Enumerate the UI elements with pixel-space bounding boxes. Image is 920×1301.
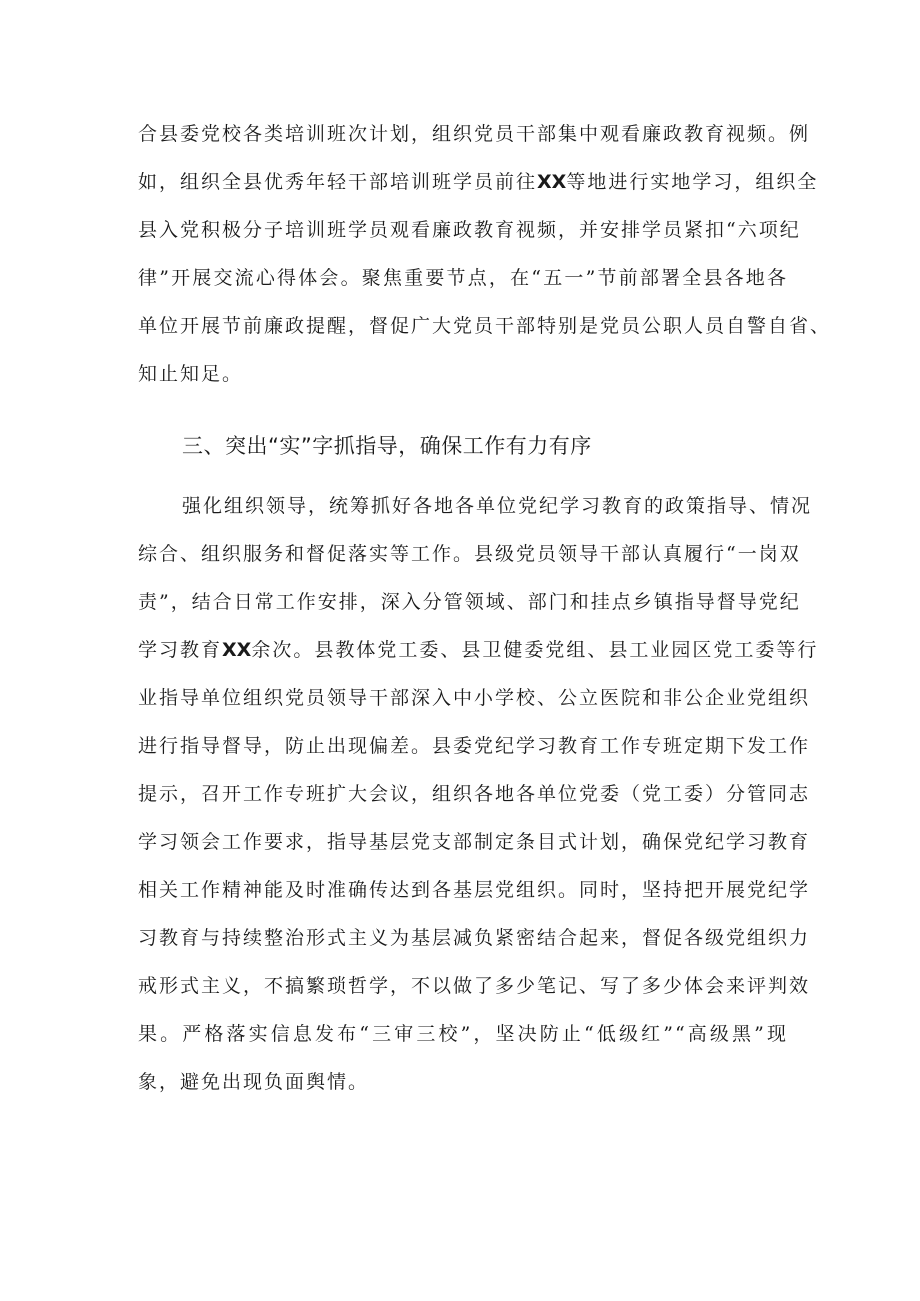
paragraph-line: 如，组织全县优秀年轻干部培训班学员前往XX等地进行实地学习，组织全 <box>138 171 819 193</box>
paragraph-line: 强化组织领导，统筹抓好各地各单位党纪学习教育的政策指导、情况 <box>182 495 813 517</box>
paragraph-line: 提示，召开工作专班扩大会议，组织各地各单位党委（党工委）分管同志 <box>138 783 811 805</box>
paragraph-line: 综合、组织服务和督促落实等工作。县级党员领导干部认真履行“一岗双 <box>138 543 801 565</box>
paragraph-line: 责”，结合日常工作安排，深入分管领域、部门和挂点乡镇指导督导党纪 <box>138 591 801 613</box>
paragraph-line: 业指导单位组织党员领导干部深入中小学校、公立医院和非公企业党组织 <box>138 687 811 709</box>
paragraph-line: 果。严格落实信息发布“三审三校”，坚决防止“低级红”“高级黑”现 <box>138 1023 788 1045</box>
paragraph-line: 相关工作精神能及时准确传达到各基层党组织。同时，坚持把开展党纪学 <box>138 879 811 901</box>
paragraph-line: 律”开展交流心得体会。聚焦重要节点，在“五一”节前部署全县各地各 <box>138 267 788 289</box>
paragraph-continuation <box>138 110 832 398</box>
paragraph-line: 象，避免出现负面舆情。 <box>138 1071 370 1093</box>
section-heading: 三、突出“实”字抓指导，确保工作有力有序 <box>182 434 592 458</box>
paragraph-line: 单位开展节前廉政提醒，督促广大党员干部特别是党员公职人员自警自省、 <box>138 315 832 337</box>
placeholder-xx: XX <box>222 639 252 661</box>
paragraph-main <box>138 482 819 1106</box>
paragraph-line: 学习领会工作要求，指导基层党支部制定条目式计划，确保党纪学习教育 <box>138 831 811 853</box>
paragraph-line: 进行指导督导，防止出现偏差。县委党纪学习教育工作专班定期下发工作 <box>138 735 811 757</box>
paragraph-line: 戒形式主义，不搞繁琐哲学，不以做了多少笔记、写了多少体会来评判效 <box>138 975 811 997</box>
placeholder-xx: XX <box>537 171 567 193</box>
paragraph-line: 习教育与持续整治形式主义为基层减负紧密结合起来，督促各级党组织力 <box>138 927 811 949</box>
paragraph-line: 合县委党校各类培训班次计划，组织党员干部集中观看廉政教育视频。例 <box>138 123 811 145</box>
paragraph-line: 知止知足。 <box>138 363 244 385</box>
paragraph-line: 县入党积极分子培训班学员观看廉政教育视频，并安排学员紧扣“六项纪 <box>138 219 801 241</box>
paragraph-line: 学习教育XX余次。县教体党工委、县卫健委党组、县工业园区党工委等行 <box>138 639 819 661</box>
